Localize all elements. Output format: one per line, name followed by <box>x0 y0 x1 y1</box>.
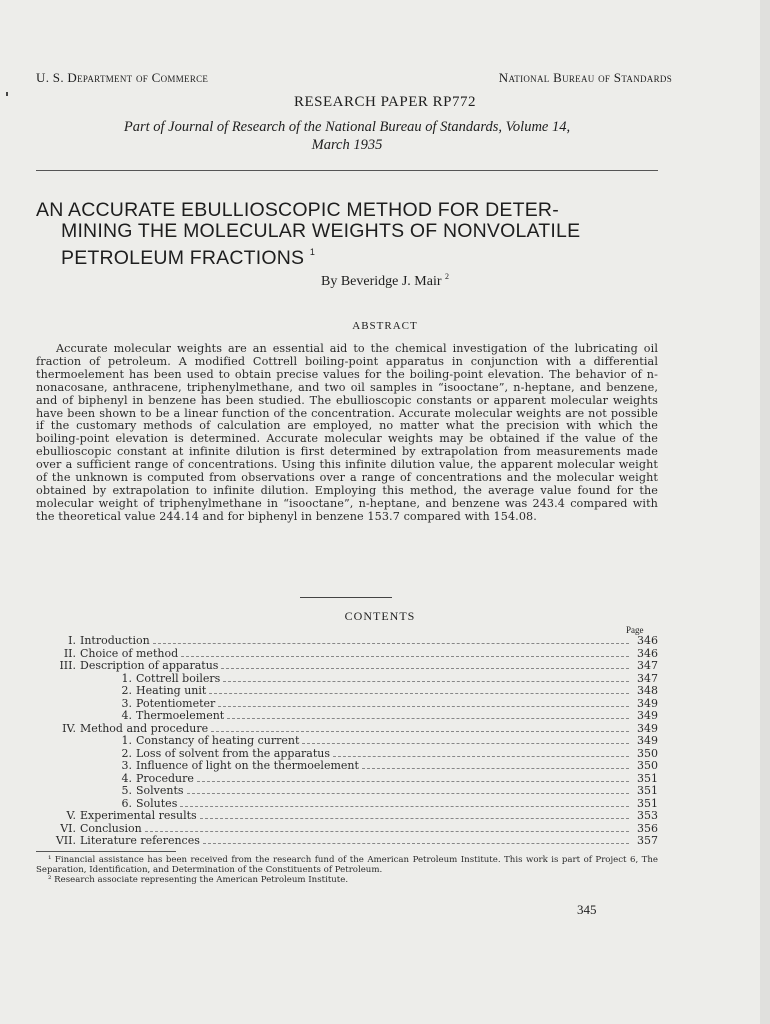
toc-entry-number: VI. <box>60 821 76 835</box>
abstract-text: Accurate molecular weights are an essential aid to the chemical investigation of the lubricating oil fraction of petroleum. A modified Cottrell boiling-point apparatus in conjunction with a differential thermoelement has been used to obtain precise values for the boiling-point elevation. The behavior of n-nonacosane, anthracene, triphenylmethane, and two oil samples in “isooctane”, n-heptane, and benzene, and of biphenyl in benzene has been studied. The ebullioscopic constants or apparent molecular weights have been shown to be a linear function of the concentration. Accurate molecular weights are not possible if the customary methods of calculation are employed, no matter what the precision with which the boiling-point elevation is determined. Accurate molecular weights may be obtained if the value of the ebullioscopic constant at infinite dilution is first determined by extrapolation from measurements made over a sufficient range of concentrations. Using this infinite dilution value, the apparent molecular weight of the unknown is computed from observations over a range of concentrations and the molecular weight obtained by extrapolation to infinite dilution. Employing this method, the average value found for the molecular weight of triphenylmethane in “isooctane”, n-heptane, and benzene was 243.4 compared with the theoretical value 244.14 and for biphenyl in benzene 153.7 compared with 154.08. <box>36 342 658 523</box>
toc-leader <box>181 656 629 657</box>
footnote-2: ² Research associate representing the American Petroleum Institute. <box>48 875 349 886</box>
toc-entry-title: Experimental results <box>80 809 197 822</box>
toc-entry-page: 346 <box>637 646 658 660</box>
header-bureau: National Bureau of Standards <box>498 70 672 85</box>
toc-entry <box>36 835 658 848</box>
toc-entry-number: 3. <box>121 759 132 772</box>
toc-entry-title: Solvents <box>136 784 184 797</box>
toc-entry-title: Potentiometer <box>136 696 216 710</box>
toc-entry-page: 349 <box>637 734 658 747</box>
toc-entry-page: 349 <box>637 696 658 710</box>
author-footnote-mark: 2 <box>445 272 450 281</box>
toc-entry-number: III. <box>59 659 76 672</box>
toc-entry-title: Cottrell boilers <box>136 671 221 685</box>
toc-leader <box>221 668 629 669</box>
toc-leader <box>197 781 629 782</box>
toc-entry-page: 350 <box>637 759 658 772</box>
toc-entry-title: Loss of solvent from the apparatus <box>136 746 330 760</box>
toc-entry-page: 356 <box>637 821 658 835</box>
journal-citation-line1: Part of Journal of Research of the National Bureau of Standards, Volume 14, <box>123 119 571 135</box>
toc-leader <box>187 793 629 794</box>
title-line3 <box>36 242 661 269</box>
toc-entry-page: 351 <box>637 771 658 785</box>
toc-leader <box>333 756 629 757</box>
journal-citation-line2: March 1935 <box>311 137 383 153</box>
toc-entry-number: VII. <box>55 834 76 847</box>
toc-entry-number: 2. <box>121 684 132 697</box>
toc-entry-title: Conclusion <box>80 821 142 835</box>
toc-leader <box>211 731 629 732</box>
toc-leader <box>203 843 629 844</box>
toc-leader <box>200 818 629 819</box>
toc-entry <box>36 760 658 773</box>
toc-entry-number: 3. <box>121 696 132 710</box>
toc-entry-title: Literature references <box>80 834 200 847</box>
toc-entry <box>36 785 658 798</box>
toc-entry-title: Method and procedure <box>80 721 209 735</box>
toc-entry-page: 348 <box>637 684 658 697</box>
toc-entry-number: 1. <box>121 671 132 685</box>
toc-leader <box>223 681 629 682</box>
toc-leader <box>209 693 629 694</box>
toc-leader <box>362 768 629 769</box>
contents-divider <box>300 597 392 598</box>
toc-entry-number: V. <box>66 809 76 822</box>
title-line2: MINING THE MOLECULAR WEIGHTS OF NONVOLATILE <box>61 220 581 242</box>
toc-entry-title: Heating unit <box>136 684 207 697</box>
toc-leader <box>218 706 629 707</box>
toc-entry-number: 4. <box>121 709 132 722</box>
toc-entry <box>36 635 658 648</box>
toc-entry-number: 1. <box>121 734 132 747</box>
toc-leader <box>180 806 629 807</box>
toc-entry-page: 347 <box>637 671 658 685</box>
toc-entry-page: 353 <box>637 809 658 822</box>
toc-entry-title: Influence of light on the thermoelement <box>136 759 359 772</box>
toc-entry <box>36 710 658 723</box>
toc-entry-page: 357 <box>637 834 658 847</box>
title-footnote-mark: 1 <box>309 247 316 257</box>
author-line <box>0 272 770 290</box>
title-line1: AN ACCURATE EBULLIOSCOPIC METHOD FOR DETER- <box>36 199 559 221</box>
toc-entry-number: I. <box>68 634 76 647</box>
contents-page-label: Page <box>626 625 644 635</box>
author-name: By Beveridge J. Mair <box>320 274 442 289</box>
toc-entry-page: 351 <box>637 784 658 797</box>
toc-entry-number: 4. <box>121 771 132 785</box>
toc-entry-title: Solutes <box>136 796 178 810</box>
toc-leader <box>145 831 629 832</box>
contents-heading: CONTENTS <box>344 609 416 623</box>
research-paper-number: RESEARCH PAPER RP772 <box>293 94 476 110</box>
toc-entry-page: 347 <box>637 659 658 672</box>
toc-entry-page: 346 <box>637 634 658 647</box>
header-department: U. S. Department of Commerce <box>36 70 209 85</box>
toc-entry <box>36 685 658 698</box>
toc-entry-title: Thermoelement <box>136 709 225 722</box>
page-edge <box>760 0 770 1024</box>
toc-leader <box>153 643 629 644</box>
toc-entry <box>36 660 658 673</box>
abstract-heading: ABSTRACT <box>352 320 418 332</box>
toc-entry-number: IV. <box>62 721 76 735</box>
toc-entry-title: Introduction <box>80 634 150 647</box>
footnote-divider <box>36 851 176 852</box>
toc-entry <box>36 735 658 748</box>
journal-citation <box>36 118 658 154</box>
footnote-1: ¹ Financial assistance has been received from the research fund of the American Petroleum Institute. This work is part of Project 6, The Separation, Identification, and Determination of the Constituents of Petroleum. <box>36 855 658 876</box>
toc-entry-page: 351 <box>637 796 658 810</box>
toc-entry-number: II. <box>63 646 76 660</box>
toc-leader <box>302 743 629 744</box>
footnotes <box>36 855 658 886</box>
toc-entry-title: Constancy of heating current <box>136 734 300 747</box>
toc-entry-number: 6. <box>121 796 132 810</box>
title-line3-text: PETROLEUM FRACTIONS <box>61 247 305 269</box>
toc-entry-page: 349 <box>637 721 658 735</box>
toc-entry-number: 2. <box>121 746 132 760</box>
toc-entry-title: Description of apparatus <box>80 659 219 672</box>
header-divider <box>36 170 658 171</box>
toc-entry-page: 350 <box>637 746 658 760</box>
toc-entry-page: 349 <box>637 709 658 722</box>
toc-leader <box>227 718 629 719</box>
toc-entry <box>36 810 658 823</box>
paper-title <box>36 200 661 269</box>
toc-entry-number: 5. <box>121 784 132 797</box>
toc-entry-title: Choice of method <box>80 646 179 660</box>
page-number: 345 <box>577 902 597 917</box>
toc-entry-title: Procedure <box>136 771 194 785</box>
table-of-contents <box>36 635 658 848</box>
